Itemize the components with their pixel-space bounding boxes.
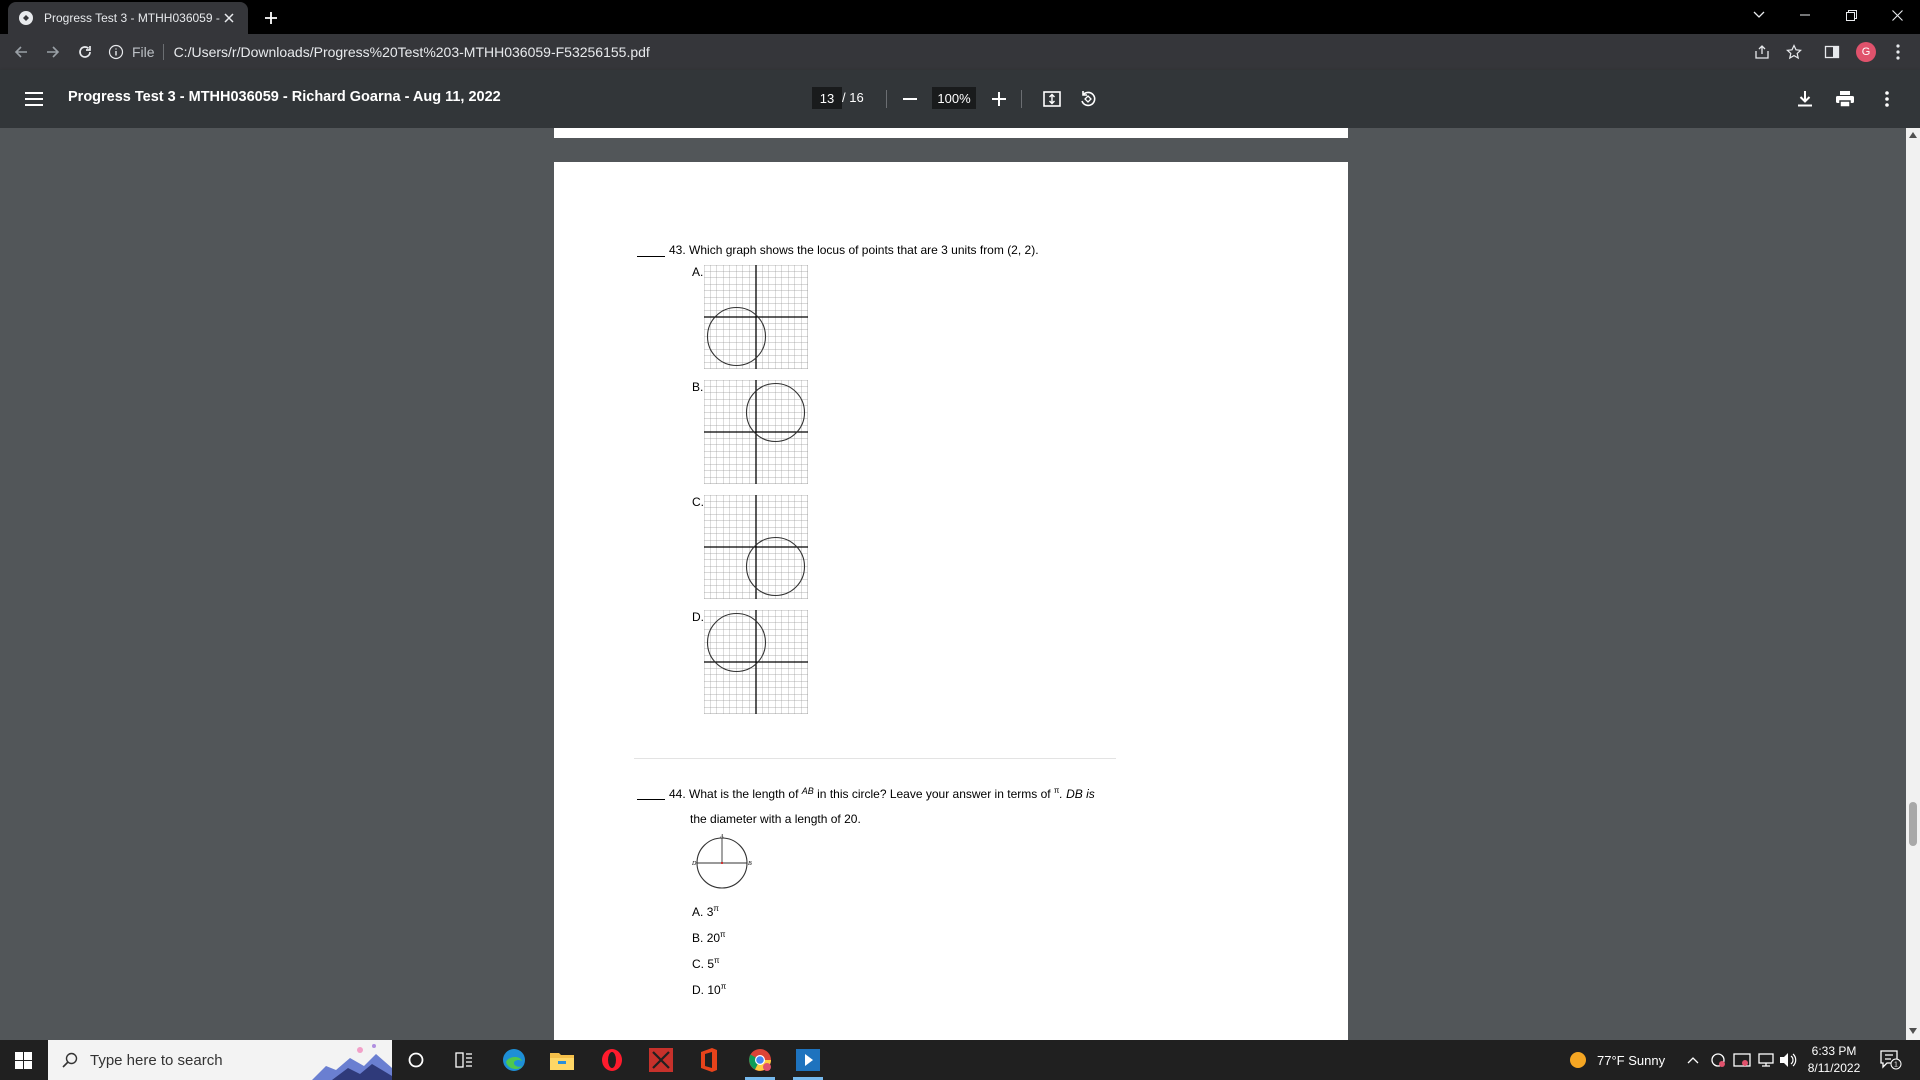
circle-figure	[692, 834, 752, 892]
answer-option-b	[692, 930, 726, 945]
tab-strip	[0, 0, 1920, 34]
fit-page-icon[interactable]	[1040, 87, 1064, 111]
question-text: Which graph shows the locus of points that are 3 units from (2, 2).	[689, 243, 1039, 257]
download-icon[interactable]	[1793, 87, 1817, 111]
taskbar-clock[interactable]	[1804, 1043, 1864, 1077]
question-44-line2: the diameter with a length of 20.	[690, 812, 861, 826]
pi-symbol: π	[720, 982, 727, 991]
weather-text: 77°F Sunny	[1597, 1052, 1666, 1068]
notification-count: 1	[1894, 1061, 1898, 1069]
question-text: in this circle? Leave your answer in terms of	[817, 787, 1051, 801]
pdf-viewport[interactable]	[0, 128, 1920, 1040]
more-options-icon[interactable]	[1875, 87, 1899, 111]
zoom-level-input[interactable]: 100%	[932, 87, 976, 109]
vertical-scrollbar[interactable]	[1906, 128, 1920, 1040]
option-value: 20	[706, 931, 721, 945]
task-view-icon[interactable]	[441, 1040, 487, 1080]
show-hidden-icons-icon[interactable]	[1687, 1040, 1699, 1080]
pdf-favicon-icon	[18, 10, 34, 26]
meet-now-icon[interactable]	[1733, 1040, 1751, 1080]
hamburger-menu-icon[interactable]	[22, 87, 46, 111]
windows-start-icon[interactable]	[0, 1040, 46, 1080]
profile-initial: G	[1856, 42, 1876, 62]
windows-taskbar	[0, 1040, 1920, 1080]
point-d-label: D	[692, 861, 697, 867]
answer-blank	[637, 799, 665, 800]
notifications-icon[interactable]	[1880, 1040, 1902, 1080]
profile-avatar[interactable]	[1854, 40, 1878, 64]
scrollbar-thumb[interactable]	[1909, 802, 1917, 846]
option-label-c: C.	[692, 495, 704, 509]
browser-toolbar	[0, 34, 1920, 70]
document-title: Progress Test 3 - MTHH036059 - Richard Goarna - Aug 11, 2022	[68, 89, 501, 105]
forward-icon[interactable]	[41, 40, 65, 64]
pi-symbol: π	[714, 956, 720, 965]
question-number: 43.	[669, 243, 686, 257]
tab-close-icon[interactable]	[220, 9, 238, 27]
graph-option-a	[704, 265, 808, 369]
minimize-icon[interactable]	[1782, 0, 1828, 30]
weather-widget[interactable]	[1569, 1040, 1665, 1080]
network-icon[interactable]	[1757, 1040, 1775, 1080]
question-number: 44.	[669, 787, 686, 801]
media-player-icon[interactable]	[785, 1040, 831, 1080]
close-window-icon[interactable]	[1874, 0, 1920, 30]
print-icon[interactable]	[1833, 87, 1857, 111]
url-text[interactable]: C:/Users/r/Downloads/Progress%20Test%203-MTHH036059-F53256155.pdf	[173, 44, 650, 60]
opera-icon[interactable]	[589, 1040, 635, 1080]
zoom-in-icon[interactable]	[987, 87, 1011, 111]
clock-date: 8/11/2022	[1807, 1061, 1861, 1075]
option-value: 10	[707, 983, 721, 997]
pi-symbol: π	[1053, 786, 1060, 795]
app-red-icon[interactable]	[638, 1040, 684, 1080]
info-icon[interactable]	[108, 44, 124, 60]
edge-icon[interactable]	[491, 1040, 537, 1080]
option-letter: D.	[692, 983, 704, 997]
address-separator	[163, 44, 164, 60]
option-value: 5	[707, 957, 715, 971]
rotate-icon[interactable]	[1076, 87, 1100, 111]
option-letter: A.	[692, 905, 704, 919]
clock-time: 6:33 PM	[1811, 1044, 1857, 1058]
reload-icon[interactable]	[73, 40, 97, 64]
answer-blank	[637, 256, 665, 257]
tray-app-icon[interactable]	[1709, 1040, 1727, 1080]
answer-option-d	[692, 982, 726, 997]
previous-page-bottom	[554, 128, 1348, 138]
zoom-out-icon[interactable]	[898, 87, 922, 111]
option-label-a: A.	[692, 265, 704, 279]
graph-option-b	[704, 380, 808, 484]
option-value: 3	[706, 905, 714, 919]
share-icon[interactable]	[1750, 40, 1774, 64]
page-total: / 16	[842, 90, 864, 105]
cortana-icon[interactable]	[393, 1040, 439, 1080]
option-letter: C.	[692, 957, 704, 971]
question-text: . DB is	[1059, 787, 1095, 801]
new-tab-icon[interactable]	[260, 7, 282, 29]
address-bar[interactable]	[108, 38, 1788, 66]
restore-icon[interactable]	[1828, 0, 1874, 30]
graph-option-d	[704, 610, 808, 714]
pdf-toolbar	[0, 70, 1920, 128]
graph-option-c	[704, 495, 808, 599]
back-icon[interactable]	[9, 40, 33, 64]
side-panel-icon[interactable]	[1820, 40, 1844, 64]
bookmark-star-icon[interactable]	[1782, 40, 1806, 64]
volume-icon[interactable]	[1779, 1040, 1797, 1080]
option-label-d: D.	[692, 610, 704, 624]
toolbar-divider	[1021, 90, 1022, 108]
browser-tab[interactable]	[8, 2, 248, 34]
office-icon[interactable]	[686, 1040, 732, 1080]
file-explorer-icon[interactable]	[539, 1040, 585, 1080]
point-a-label: A	[720, 834, 724, 840]
page-number-input[interactable]: 13	[812, 87, 842, 109]
pdf-page	[554, 162, 1348, 1040]
search-highlight-illustration-icon	[312, 1040, 392, 1080]
chrome-icon[interactable]	[737, 1040, 783, 1080]
option-label-b: B.	[692, 380, 704, 394]
answer-option-a	[692, 904, 719, 919]
sun-icon	[1569, 1051, 1587, 1069]
browser-menu-icon[interactable]	[1886, 40, 1910, 64]
toolbar-divider	[886, 90, 887, 108]
arc-notation: AB	[801, 786, 814, 796]
question-text: What is the length of	[689, 787, 799, 801]
pi-symbol: π	[713, 904, 719, 913]
question-43	[669, 243, 1039, 257]
taskbar-search-box[interactable]	[48, 1040, 392, 1080]
file-scheme-label: File	[132, 44, 155, 60]
scroll-down-arrow-icon[interactable]	[1909, 1028, 1917, 1034]
point-b-label: B	[748, 861, 752, 867]
search-placeholder: Type here to search	[90, 1051, 223, 1069]
scroll-up-arrow-icon[interactable]	[1909, 132, 1917, 138]
question-separator	[634, 758, 1116, 759]
answer-option-c	[692, 956, 720, 971]
search-icon	[62, 1052, 78, 1068]
tab-title: Progress Test 3 - MTHH036059 -	[44, 11, 220, 25]
pi-symbol: π	[720, 930, 726, 939]
option-letter: B.	[692, 931, 704, 945]
tab-search-chevron-icon[interactable]	[1736, 0, 1782, 30]
question-44	[669, 786, 1095, 801]
